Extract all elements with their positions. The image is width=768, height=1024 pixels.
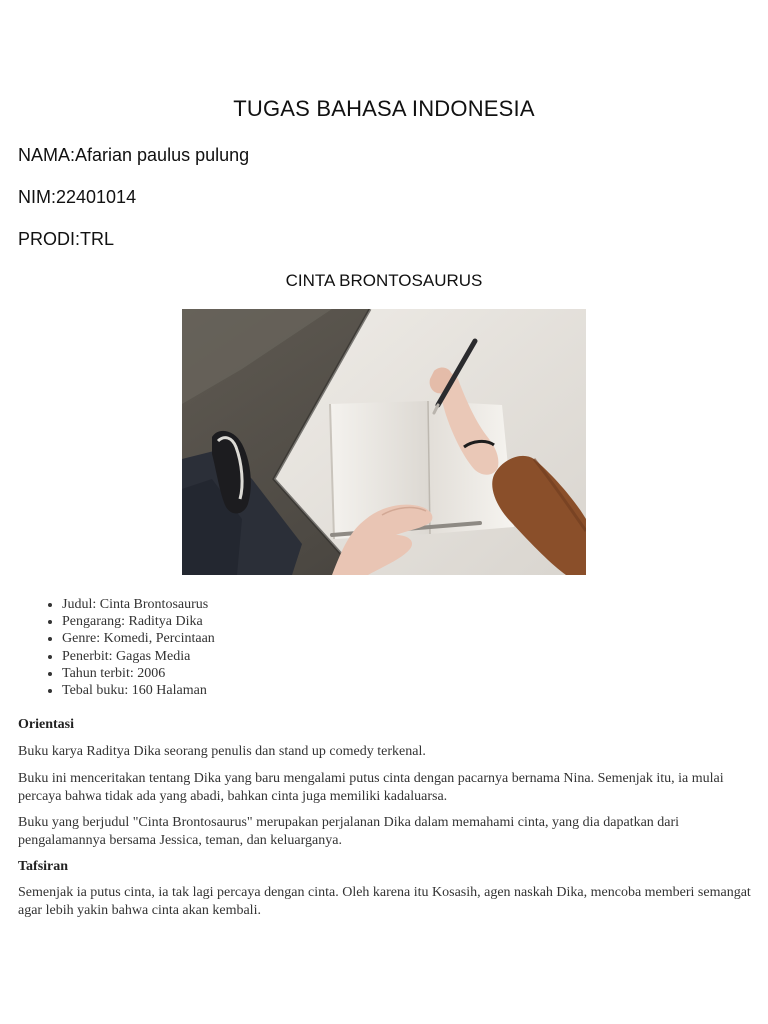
- orientasi-paragraph: Buku yang berjudul "Cinta Brontosaurus" merupakan perjalanan Dika dalam memahami cinta, yang dia dapatkan dari pengalamannya bersama Jessica, teman, dan keluarganya.: [18, 815, 680, 848]
- document-title: TUGAS BAHASA INDONESIA: [233, 96, 535, 121]
- student-nim: NIM:22401014: [18, 187, 137, 207]
- book-title-heading: CINTA BRONTOSAURUS: [285, 271, 483, 290]
- student-prodi: PRODI:TRL: [18, 229, 115, 249]
- orientasi-paragraph: Buku karya Raditya Dika seorang penulis dan stand up comedy terkenal.: [18, 744, 426, 759]
- list-item: • Judul: Cinta Brontosaurus: [62, 596, 215, 613]
- list-item: • Tahun terbit: 2006: [62, 665, 215, 682]
- list-item: • Genre: Komedi, Percintaan: [62, 630, 215, 647]
- list-item: • Pengarang: Raditya Dika: [62, 613, 215, 630]
- orientasi-heading: Orientasi: [18, 717, 74, 732]
- book-details-list: [38, 596, 215, 699]
- orientasi-paragraph: Buku ini menceritakan tentang Dika yang baru mengalami putus cinta dengan pacarnya bernama Nina. Semenjak itu, ia mulai percaya bahwa tidak ada yang abadi, bahkan cinta juga memiliki kadaluarsa.: [18, 771, 724, 804]
- tafsiran-heading: Tafsiran: [18, 859, 69, 874]
- tafsiran-paragraph: Semenjak ia putus cinta, ia tak lagi percaya dengan cinta. Oleh karena itu Kosasih, agen naskah Dika, mencoba memberi semangat agar lebih yakin bahwa cinta akan kembali.: [18, 885, 751, 918]
- photo-writing-in-notebook-image: [182, 309, 586, 575]
- student-name: NAMA:Afarian paulus pulung: [18, 145, 250, 165]
- list-item: • Tebal buku: 160 Halaman: [62, 682, 215, 699]
- list-item: • Penerbit: Gagas Media: [62, 648, 215, 665]
